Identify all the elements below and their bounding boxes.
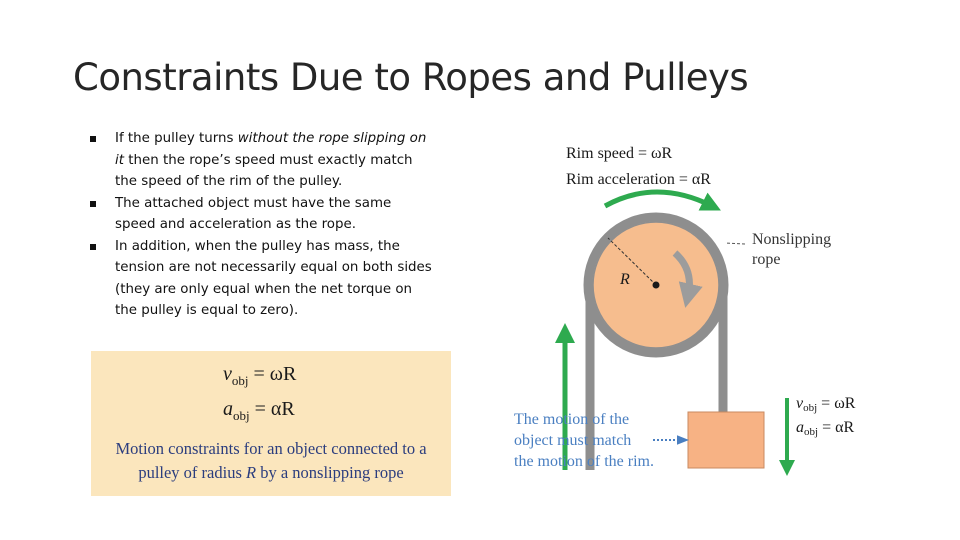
bullet-item	[90, 128, 435, 193]
rim-motion-arrow-icon	[605, 192, 712, 206]
bullet-emphasis: without the rope slipping on it	[115, 131, 427, 168]
bullet-marker-icon	[90, 201, 96, 207]
nonslipping-pointer	[725, 243, 745, 244]
object-acceleration-equation: aobj = αR	[796, 419, 855, 438]
rim-speed-label: Rim speed = ωR	[566, 145, 673, 162]
motion-note-line1: The motion of the	[514, 411, 630, 428]
object-velocity-equation: vobj = ωR	[796, 395, 856, 414]
velocity-equation: $v_{obj} = \omega R$	[223, 363, 297, 388]
rope-label: rope	[752, 251, 781, 268]
bullet-text: The attached object must have the same speed and acceleration as the rope.	[115, 195, 392, 232]
bullet-text: then the rope’s speed must exactly match the speed of the rim of the pulley.	[115, 152, 413, 189]
radius-label: R	[620, 271, 630, 288]
bullet-list	[90, 128, 435, 322]
hanging-object	[688, 412, 764, 468]
acceleration-equation: $a_{obj} = \alpha R$	[223, 398, 295, 423]
motion-note-line3: the motion of the rim.	[514, 453, 654, 470]
bullet-text: In addition, when the pulley has mass, the tension are not necessarily equal on both sides (they are only equal when the net torque on the pulley is equal to zero).	[115, 238, 432, 318]
bullet-text: If the pulley turns	[115, 131, 238, 146]
nonslipping-label: Nonslipping	[752, 231, 832, 248]
rim-acceleration-label: Rim acceleration = αR	[566, 171, 711, 188]
bullet-marker-icon	[90, 136, 96, 142]
bullet-item	[90, 236, 435, 322]
pulley-axle	[653, 282, 660, 289]
formula-box	[91, 351, 451, 496]
formula-caption: Motion constraints for an object connected to a pulley of radius R by a nonslipping rope	[115, 439, 427, 482]
pulley-diagram	[500, 120, 900, 490]
slide-title: Constraints Due to Ropes and Pulleys	[73, 56, 749, 99]
bullet-item	[90, 193, 435, 236]
motion-note-line2: object must match	[514, 432, 632, 449]
bullet-marker-icon	[90, 244, 96, 250]
